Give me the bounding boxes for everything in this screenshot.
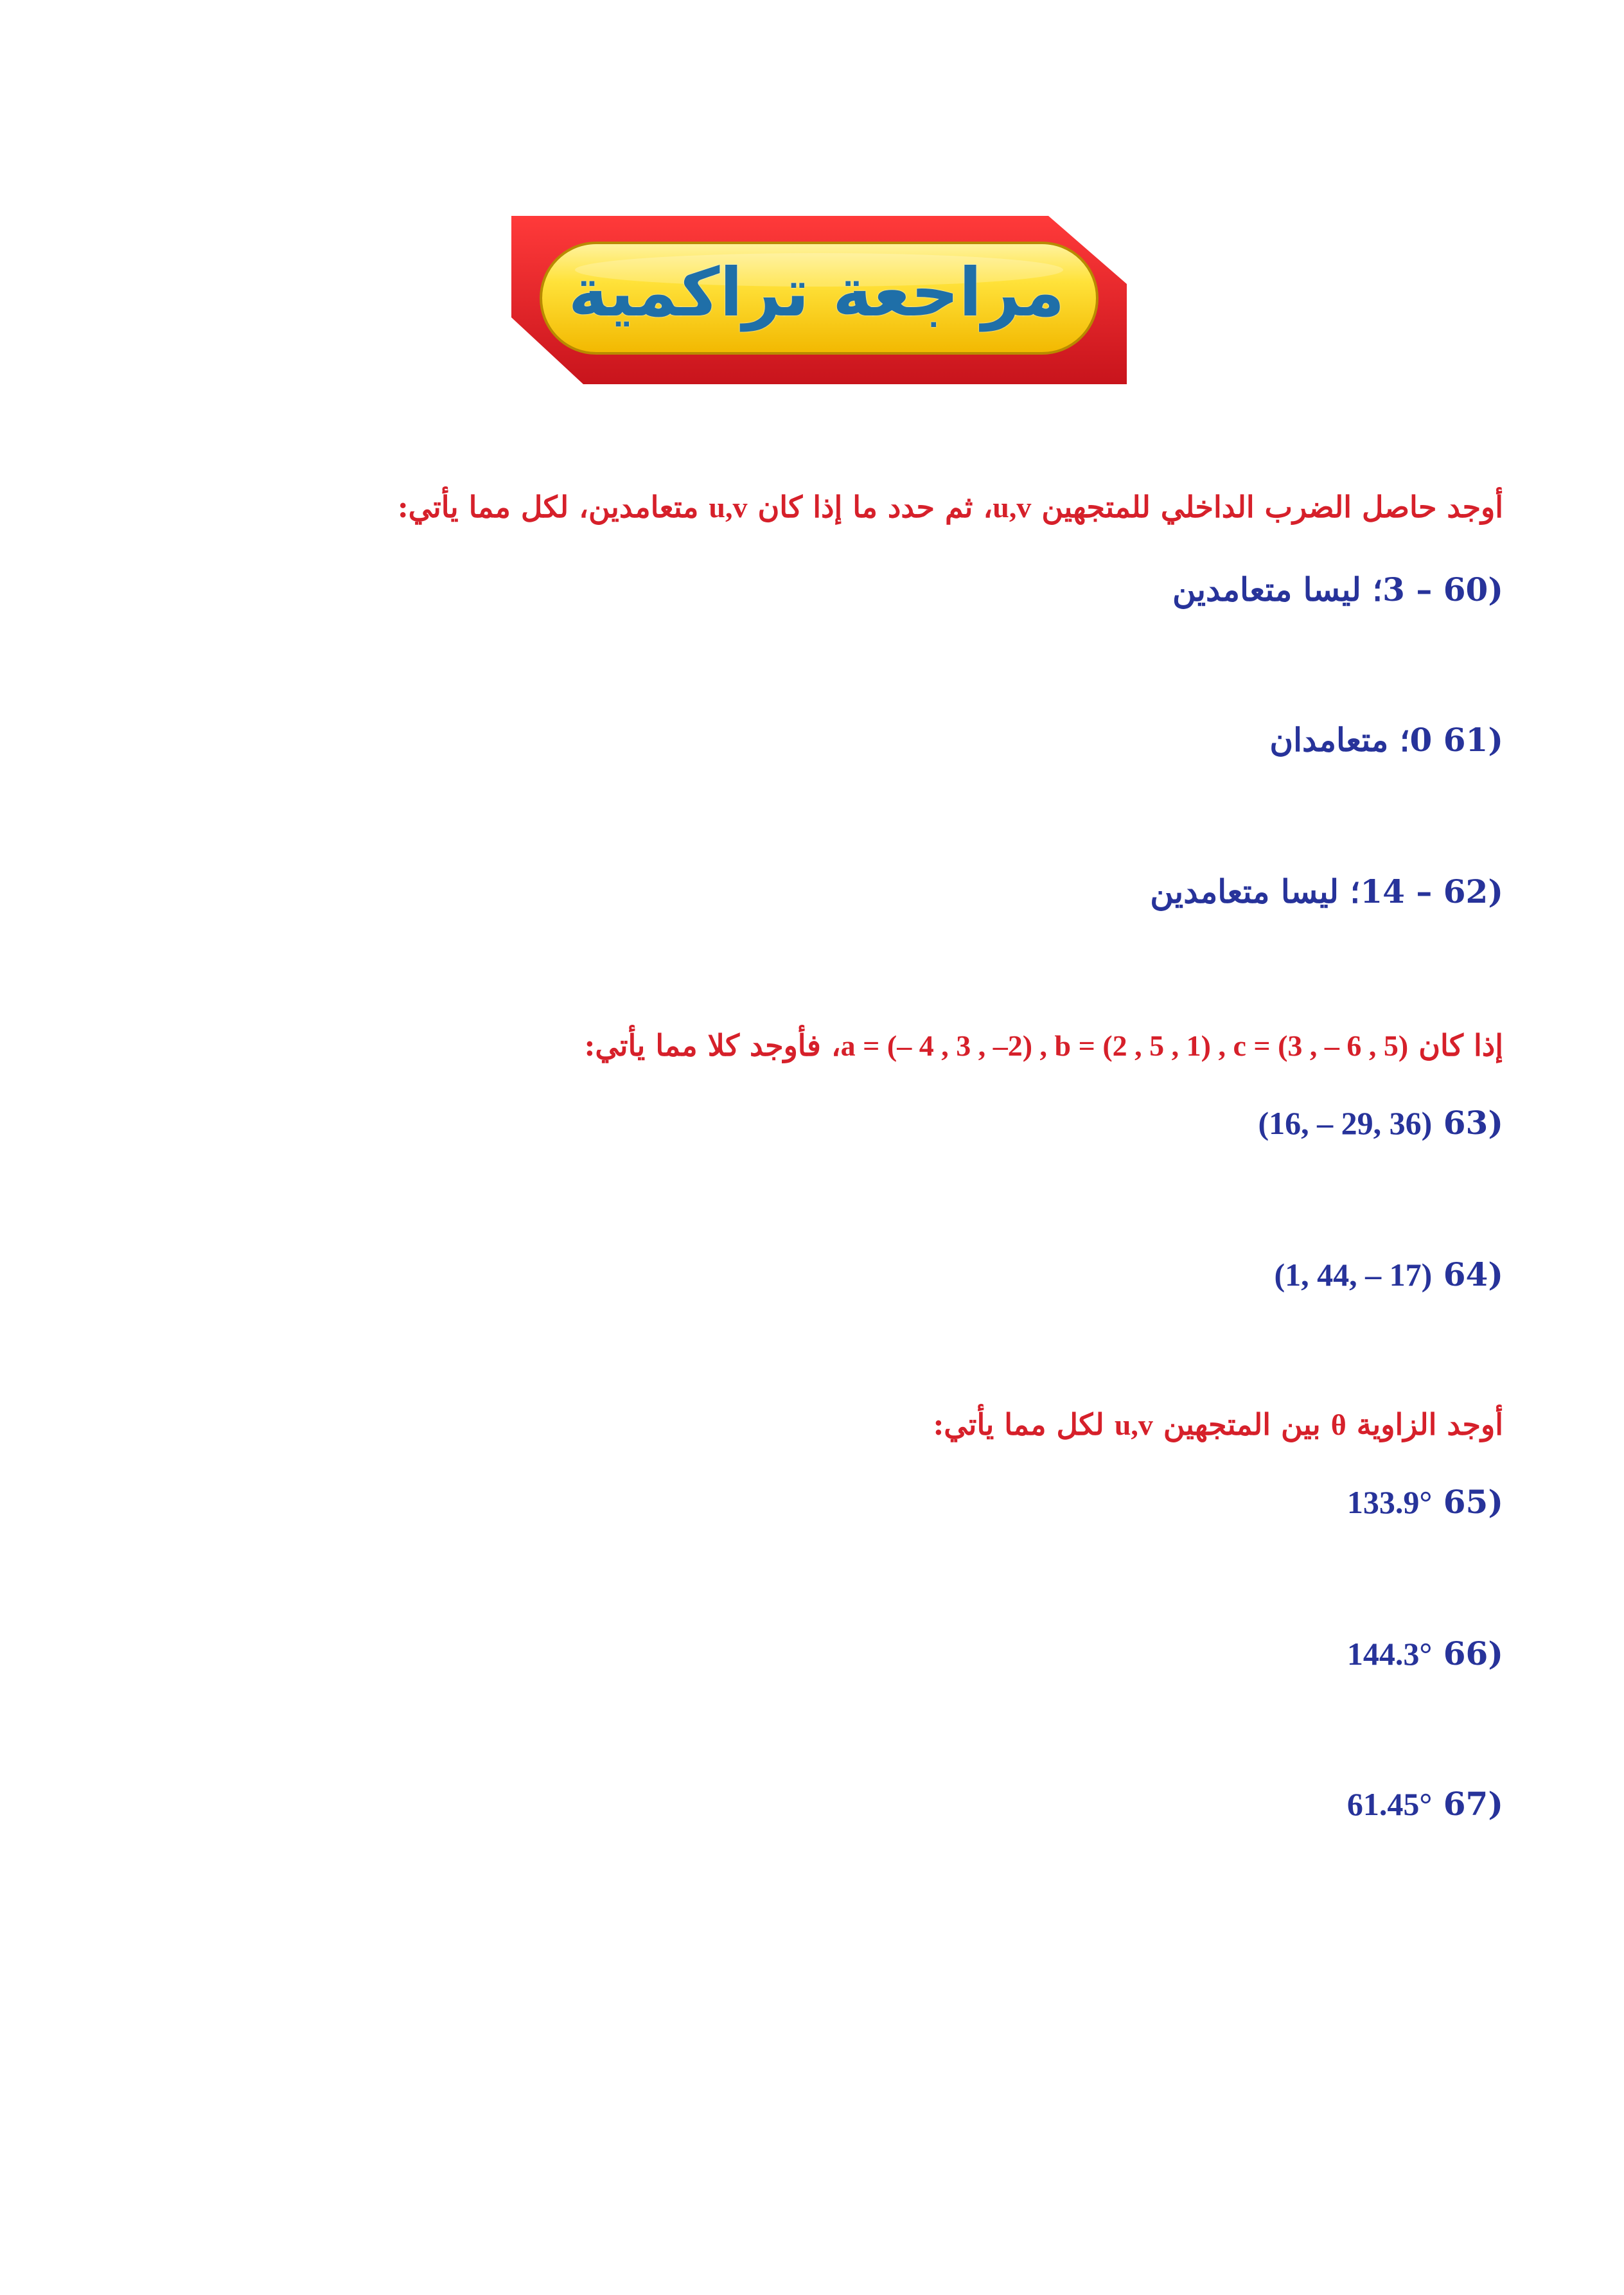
item-number: 61) [1443, 721, 1503, 759]
item-value: (1, 44, – 17) [1274, 1257, 1433, 1293]
section1-heading-part3: متعامدين، لكل مما يأتي: [397, 490, 709, 524]
answer-item-65 [1347, 1483, 1503, 1521]
section1-heading-part1: أوجد حاصل الضرب الداخلي للمتجهين [1031, 490, 1503, 524]
item-number: 67) [1443, 1785, 1503, 1823]
answer-item-66 [1347, 1635, 1503, 1672]
section3-heading-part1: أوجد الزاوية [1346, 1407, 1503, 1442]
title-banner [511, 216, 1128, 385]
answer-item-67 [1347, 1785, 1503, 1823]
section2-heading [584, 1028, 1503, 1063]
item-number: 60) [1443, 571, 1503, 608]
item-number: 63) [1443, 1104, 1503, 1142]
answer-item-61 [1269, 721, 1503, 759]
page-title: مراجعة تراكمية [568, 253, 1065, 332]
section1-heading [398, 490, 1503, 524]
item-number: 66) [1443, 1635, 1503, 1672]
item-value: 14 – [1360, 873, 1433, 910]
section1-heading-math2: u,v [709, 491, 748, 524]
section1-heading-math1: u,v [993, 491, 1032, 524]
item-value: 3 – [1382, 571, 1433, 608]
item-value: 61.45° [1346, 1786, 1433, 1822]
section3-heading-math: u,v [1114, 1408, 1153, 1441]
section3-heading-theta: θ [1330, 1408, 1346, 1441]
section1-heading-part2: ، ثم حدد ما إذا كان [747, 490, 993, 524]
answer-item-64 [1275, 1255, 1503, 1293]
item-note: ؛ متعامدان [1269, 721, 1410, 759]
item-note: ؛ ليسا متعامدين [1172, 571, 1383, 608]
section3-heading [933, 1407, 1503, 1442]
section3-heading-part2: بين المتجهين [1152, 1407, 1331, 1442]
item-note: ؛ ليسا متعامدين [1150, 873, 1361, 910]
item-number: 62) [1443, 873, 1503, 910]
answer-item-62 [1150, 873, 1503, 910]
item-value: 0 [1409, 721, 1433, 759]
item-number: 65) [1443, 1483, 1503, 1521]
item-value: (16, – 29, 36) [1258, 1105, 1433, 1141]
section2-heading-part2: ، فأوجد كلا مما يأتي: [584, 1028, 841, 1063]
item-number: 64) [1443, 1255, 1503, 1293]
item-value: 144.3° [1346, 1636, 1433, 1672]
answer-item-63 [1258, 1104, 1503, 1142]
section2-heading-vectors: a = (– 4 , 3 , –2) , b = (2 , 5 , 1) , c = (3 , – 6 , 5) [840, 1029, 1409, 1062]
section2-heading-part1: إذا كان [1408, 1028, 1503, 1063]
answer-item-60 [1172, 571, 1503, 608]
item-value: 133.9° [1346, 1484, 1433, 1520]
section3-heading-part3: لكل مما يأتي: [933, 1407, 1115, 1442]
